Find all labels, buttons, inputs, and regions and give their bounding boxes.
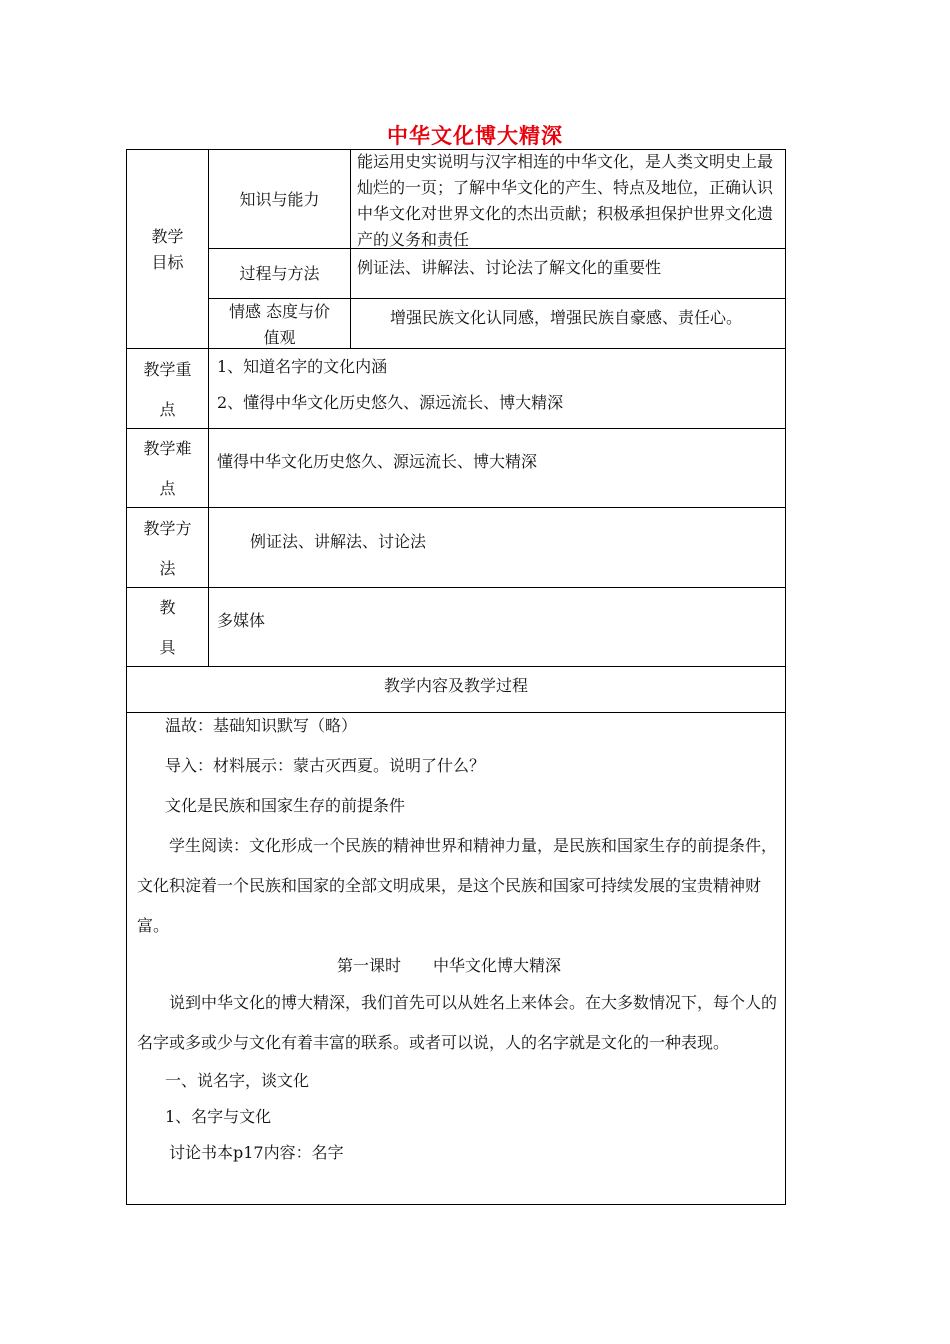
premise-line: 文化是民族和国家生存的前提条件 [165,796,406,815]
process-header: 教学内容及教学过程 [383,676,528,695]
lesson-title: 第一课时 中华文化博大精深 [337,956,562,975]
section-heading: 一、说名字，谈文化 [165,1071,310,1090]
names-paragraph: 说到中华文化的博大精深，我们首先可以从姓名上来体会。在大多数情况下，每个人的名字或多或少与文化有着丰富的联系。或者可以说，人的名字就是文化的一种表现。 [137,993,778,1052]
subsection-heading: 1、名字与文化 [165,1107,272,1126]
difficulties-content: 懂得中华文化历史悠久、源远流长、博大精深 [217,452,538,471]
objective-name-attitude: 情感 态度与价 值观 [228,302,331,347]
objective-content-process: 例证法、讲解法、讨论法了解文化的重要性 [357,258,662,277]
methods-label: 教学方 法 [143,519,192,578]
document-title: 中华文化博大精深 [387,124,563,148]
objectives-label: 教学 目标 [151,227,184,272]
discussion-line: 讨论书本p17内容：名字 [169,1143,344,1162]
objective-content-knowledge: 能运用史实说明与汉字相连的中华文化，是人类文明史上最灿烂的一页；了解中华文化的产生、特点及地位，正确认识中华文化对世界文化的杰出贡献；积极承担保护世界文化遗产的义务和责任 [357,152,774,249]
intro-line: 导入：材料展示：蒙古灭西夏。说明了什么？ [165,756,486,775]
key-point-item: 1、知道名字的文化内涵 [217,357,388,376]
methods-content: 例证法、讲解法、讨论法 [250,532,427,551]
key-point-item: 2、懂得中华文化历史悠久、源远流长、博大精深 [217,393,564,412]
key-points-list [217,349,777,421]
tools-label: 教 具 [159,598,176,657]
objective-name-process: 过程与方法 [239,264,320,283]
tools-content: 多媒体 [217,611,266,630]
key-points-label: 教学重 点 [143,360,192,419]
objective-content-attitude: 增强民族文化认同感，增强民族自豪感、责任心。 [390,308,743,327]
objective-name-knowledge: 知识与能力 [239,190,320,209]
review-line: 温故：基础知识默写（略） [165,716,358,735]
process-body [137,706,777,1171]
reading-paragraph: 学生阅读：文化形成一个民族的精神世界和精神力量，是民族和国家生存的前提条件，文化积淀着一个民族和国家的全部文明成果，是这个民族和国家可持续发展的宝贵精神财富。 [137,836,778,935]
difficulties-label: 教学难 点 [143,439,192,498]
